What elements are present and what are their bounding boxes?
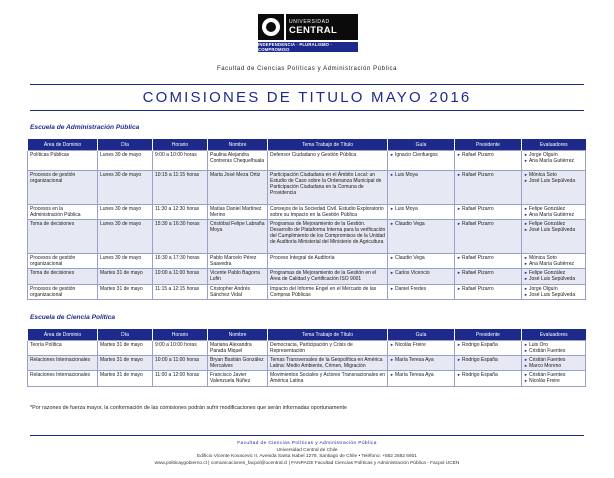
cell-text: María Teresa Aya: [394, 372, 434, 379]
footer-faculty: Facultad de Ciencias Políticas y Administración Pública: [237, 441, 377, 446]
cell-presidente: [455, 254, 522, 269]
arrow-bullet-icon: ►: [457, 270, 461, 276]
arrow-bullet-icon: ►: [457, 172, 461, 177]
cell-presidente: [455, 341, 522, 356]
cell-guia: [388, 254, 455, 269]
evaluator-name: Cristián Fuentes: [528, 357, 566, 364]
column-header: Presidente: [455, 139, 522, 151]
cell-horario: 11:30 a 12:30 horas: [153, 205, 208, 220]
cell-area: Procesos de gestión organizacional: [28, 254, 98, 269]
cell-area: Relaciones Internacionales: [28, 356, 98, 371]
arrow-bullet-icon: ►: [390, 152, 394, 157]
column-header: Guía: [388, 329, 455, 341]
cell-guia: [388, 284, 455, 299]
cell-nombre: Marta José Meza Ortiz: [208, 171, 268, 205]
cell-horario: 10:15 a 11:15 horas: [153, 171, 208, 205]
cell-nombre: Bryan Bastián González Mercalves: [208, 356, 268, 371]
cell-tema: Programas de Mejoramiento de la Gestión. Desarrollo de Plataforma Interna para la verificación del Cumplimiento de los Compromisos de la Unidad de Auditoría Ministerial del Ministerio de Agricultura: [268, 220, 388, 254]
cell-dia: Lunes 30 de mayo: [98, 171, 153, 205]
table-row: [28, 341, 586, 356]
table-row: [28, 371, 586, 386]
column-header: Área de Dominio: [28, 329, 98, 341]
university-logo: [258, 14, 358, 54]
cell-guia: [388, 220, 455, 254]
arrow-bullet-icon: ►: [524, 178, 528, 184]
arrow-bullet-icon: ►: [524, 342, 528, 347]
cell-evaluadores: [522, 341, 586, 356]
cell-presidente: [455, 356, 522, 371]
evaluator-name: Cristián Fuentes: [528, 348, 566, 355]
cell-guia: [388, 171, 455, 205]
cell-text: María Teresa Aya: [394, 357, 434, 364]
arrow-bullet-icon: ►: [457, 342, 461, 347]
evaluator-name: José Luis Sepúlveda: [528, 227, 576, 234]
cell-area: Procesos de gestión organizacional: [28, 171, 98, 205]
cell-text: Luis Moya: [394, 172, 418, 178]
cell-nombre: Vicente Pablo Bagorra Lufin: [208, 269, 268, 284]
arrow-bullet-icon: ►: [390, 285, 394, 291]
cell-presidente: [455, 269, 522, 284]
cell-horario: 11:15 a 12:15 horas: [153, 284, 208, 299]
cell-dia: Martes 31 de mayo: [98, 341, 153, 356]
cell-dia: Lunes 30 de mayo: [98, 205, 153, 220]
page-title: COMISIONES DE TITULO MAYO 2016: [142, 89, 472, 106]
header-row: [28, 329, 586, 341]
footer-address: Edificio Vicente Kovacevic II, Avenida Santa Isabel 1278, Santiago de Chile • Teléfono: +562 2582 6601: [197, 454, 417, 459]
cell-evaluadores: [522, 205, 586, 220]
arrow-bullet-icon: ►: [524, 172, 528, 177]
cell-text: Rafael Pizarro: [461, 152, 494, 158]
column-header: Día: [98, 139, 153, 151]
arrow-bullet-icon: ►: [524, 357, 528, 363]
cell-tema: Proceso Integral de Auditoría: [268, 254, 388, 269]
cell-horario: 11:00 a 12:00 horas: [153, 371, 208, 386]
title-rule-top: [30, 84, 584, 85]
cell-dia: Martes 31 de mayo: [98, 371, 153, 386]
column-header: Guía: [388, 139, 455, 151]
admin-committees-table: [27, 139, 586, 300]
column-header: Horario: [153, 329, 208, 341]
cell-evaluadores: [522, 220, 586, 254]
arrow-bullet-icon: ►: [524, 212, 528, 218]
arrow-bullet-icon: ►: [390, 255, 394, 261]
table-row: [28, 171, 586, 205]
cell-presidente: [455, 151, 522, 171]
column-header: Día: [98, 329, 153, 341]
logo-name: CENTRAL: [289, 24, 338, 36]
evaluator-name: Marco Moreno: [528, 363, 562, 370]
cell-area: Relaciones Internacionales: [28, 371, 98, 386]
table-row: [28, 220, 586, 254]
evaluator-name: José Luis Sepúlveda: [528, 276, 576, 283]
cell-tema: Participación Ciudadana en el Ámbito Local: un Estudio de Caso sobre la Ordenanza Municipal de Participación Ciudadana en la Comuna de Providencia: [268, 171, 388, 205]
cell-tema: Impacto del Informe Engel en el Mercado de las Compras Públicas: [268, 284, 388, 299]
cell-text: Daniel Fredes: [394, 285, 427, 292]
arrow-bullet-icon: ►: [524, 206, 528, 211]
table-row: [28, 151, 586, 171]
cell-area: Toma de decisiones: [28, 269, 98, 284]
faculty-name: Facultad de Ciencias Políticas y Administración Pública: [216, 66, 398, 72]
cell-text: Carlos Vicencio: [394, 270, 430, 277]
ciencia-committees-table: [27, 329, 586, 387]
column-header: Área de Dominio: [28, 139, 98, 151]
evaluator-name: Ana María Gutiérrez: [528, 261, 574, 268]
table-row: [28, 205, 586, 220]
arrow-bullet-icon: ►: [390, 270, 394, 276]
cell-text: Rafael Pizarro: [461, 270, 494, 277]
cell-tema: Consejos de la Sociedad Civil. Estudio Exploratorio sobre su Impacto en la Gestión Pública: [268, 205, 388, 220]
logo-university: UNIVERSIDAD: [289, 18, 330, 25]
cell-text: Rodrigo España: [461, 342, 498, 348]
arrow-bullet-icon: ►: [524, 285, 528, 291]
cell-guia: [388, 371, 455, 386]
disclaimer-note: *Por razones de fuerza mayor, la conformación de las comisiones podrán sufrir modificaciones que serán informadas oportunamente: [30, 405, 348, 411]
cell-nombre: Matías Daniel Martínez Merino: [208, 205, 268, 220]
cell-text: Luis Moya: [394, 206, 418, 212]
arrow-bullet-icon: ►: [524, 276, 528, 282]
arrow-bullet-icon: ►: [524, 221, 528, 227]
cell-tema: Democracia, Participación y Crisis de Representación: [268, 341, 388, 356]
arrow-bullet-icon: ►: [390, 372, 394, 378]
evaluator-name: Jorge Olguín: [528, 285, 558, 292]
cell-dia: Martes 31 de mayo: [98, 284, 153, 299]
arrow-bullet-icon: ►: [524, 348, 528, 354]
arrow-bullet-icon: ►: [390, 206, 394, 211]
cell-guia: [388, 151, 455, 171]
cell-dia: Martes 31 de mayo: [98, 269, 153, 284]
cell-guia: [388, 205, 455, 220]
column-header: Tema Trabajo de Título: [268, 329, 388, 341]
cell-presidente: [455, 371, 522, 386]
cell-horario: 10:00 a 11:00 horas: [153, 356, 208, 371]
evaluator-name: Felipe González: [528, 221, 566, 228]
column-header: Nombre: [208, 329, 268, 341]
arrow-bullet-icon: ►: [524, 261, 528, 267]
footer-rule: [30, 435, 584, 436]
evaluator-name: Ana María Gutiérrez: [528, 212, 574, 219]
arrow-bullet-icon: ►: [524, 372, 528, 378]
cell-horario: 10:00 a 11:00 horas: [153, 269, 208, 284]
cell-tema: Defensor Ciudadano y Gestión Pública: [268, 151, 388, 171]
cell-text: Rafael Pizarro: [461, 221, 494, 228]
cell-evaluadores: [522, 284, 586, 299]
column-header: Evaluadores: [522, 139, 586, 151]
table-row: [28, 356, 586, 371]
cell-text: Rafael Pizarro: [461, 206, 494, 212]
cell-evaluadores: [522, 269, 586, 284]
arrow-bullet-icon: ►: [524, 227, 528, 233]
logo-motto: INDEPENDENCIA · PLURALISMO · COMPROMISO: [258, 42, 358, 52]
arrow-bullet-icon: ►: [524, 378, 528, 384]
cell-evaluadores: [522, 151, 586, 171]
footer-university: Universidad Central de Chile: [276, 447, 338, 453]
cell-nombre: Pablo Marcelo Pérez Saavedra: [208, 254, 268, 269]
title-rule-bottom: [30, 110, 584, 111]
cell-horario: 15:30 a 16:30 horas: [153, 220, 208, 254]
arrow-bullet-icon: ►: [457, 372, 461, 378]
evaluator-name: Nicolás Freire: [528, 378, 560, 385]
cell-text: Ignacio Cienfuegos: [394, 152, 438, 158]
cell-text: Rafael Pizarro: [461, 172, 494, 178]
evaluator-name: Cristián Fuentes: [528, 372, 566, 379]
cell-text: Claudio Vega: [394, 221, 425, 228]
cell-text: Rodrigo España: [461, 372, 498, 379]
cell-tema: Movimientos Sociales y Actores Transnacionales en América Latina: [268, 371, 388, 386]
column-header: Nombre: [208, 139, 268, 151]
cell-nombre: Mariana Alexandra Parada Miquel: [208, 341, 268, 356]
cell-tema: Programas de Mejoramiento de la Gestión en el Área de Calidad y Certificación ISO 9001: [268, 269, 388, 284]
university-emblem-icon: [258, 14, 284, 40]
evaluator-name: José Luis Sepúlveda: [528, 291, 576, 298]
cell-text: Rodrigo España: [461, 357, 498, 364]
column-header: Horario: [153, 139, 208, 151]
evaluator-name: Luis Oro: [528, 342, 548, 348]
arrow-bullet-icon: ►: [457, 357, 461, 363]
table-row: [28, 269, 586, 284]
evaluator-name: Mónica Soto: [528, 255, 557, 262]
cell-tema: Temas Transversales de la Geopolítica en América Latina: Medio Ambiente, Crimen, Migración: [268, 356, 388, 371]
column-header: Presidente: [455, 329, 522, 341]
cell-area: Procesos de gestión organizacional: [28, 284, 98, 299]
footer-contact: www.politicaygobierno.cl | comunicaciones_facpol@ucentral.cl | FANPAGE Facultad Ciencias Políticas y Administración Pública - Facpol UCEN: [154, 460, 460, 466]
evaluator-name: Mónica Soto: [528, 172, 557, 178]
cell-dia: Lunes 30 de mayo: [98, 151, 153, 171]
cell-presidente: [455, 205, 522, 220]
arrow-bullet-icon: ►: [457, 152, 461, 157]
arrow-bullet-icon: ►: [524, 363, 528, 369]
cell-text: Nicolás Freire: [394, 342, 426, 348]
header-row: [28, 139, 586, 151]
cell-dia: Lunes 30 de mayo: [98, 254, 153, 269]
arrow-bullet-icon: ►: [524, 291, 528, 297]
evaluator-name: Felipe González: [528, 206, 566, 212]
arrow-bullet-icon: ►: [457, 206, 461, 211]
arrow-bullet-icon: ►: [390, 357, 394, 363]
arrow-bullet-icon: ►: [524, 152, 528, 157]
table-row: [28, 254, 586, 269]
evaluator-name: José Luis Sepúlveda: [528, 178, 576, 185]
section-title-ciencia: Escuela de Ciencia Política: [30, 314, 116, 321]
column-header: Tema Trabajo de Título: [268, 139, 388, 151]
cell-area: Políticas Públicas: [28, 151, 98, 171]
evaluator-name: Ana María Gutiérrez: [528, 158, 574, 165]
cell-evaluadores: [522, 171, 586, 205]
cell-text: Claudio Vega: [394, 255, 425, 262]
cell-presidente: [455, 284, 522, 299]
cell-horario: 9:00 a 10:00 horas: [153, 151, 208, 171]
cell-area: Toma de decisiones: [28, 220, 98, 254]
cell-dia: Lunes 30 de mayo: [98, 220, 153, 254]
cell-evaluadores: [522, 356, 586, 371]
cell-dia: Martes 31 de mayo: [98, 356, 153, 371]
cell-area: Teoría Política: [28, 341, 98, 356]
cell-horario: 16:30 a 17:30 horas: [153, 254, 208, 269]
column-header: Evaluadores: [522, 329, 586, 341]
cell-nombre: Cristopher Andrés Sánchez Vidal: [208, 284, 268, 299]
arrow-bullet-icon: ►: [390, 172, 394, 177]
arrow-bullet-icon: ►: [457, 285, 461, 291]
arrow-bullet-icon: ►: [457, 255, 461, 261]
cell-guia: [388, 356, 455, 371]
arrow-bullet-icon: ►: [524, 158, 528, 164]
table-row: [28, 284, 586, 299]
cell-presidente: [455, 220, 522, 254]
arrow-bullet-icon: ►: [457, 221, 461, 227]
arrow-bullet-icon: ►: [390, 342, 394, 347]
cell-horario: 9:00 a 10:00 horas: [153, 341, 208, 356]
cell-text: Rafael Pizarro: [461, 285, 494, 292]
arrow-bullet-icon: ►: [524, 255, 528, 261]
section-title-admin: Escuela de Administración Pública: [30, 124, 140, 131]
cell-nombre: Paulina Alejandra Contreras Chequelhuala: [208, 151, 268, 171]
evaluator-name: Jorge Olguín: [528, 152, 558, 158]
cell-presidente: [455, 171, 522, 205]
arrow-bullet-icon: ►: [524, 270, 528, 276]
cell-evaluadores: [522, 254, 586, 269]
cell-guia: [388, 341, 455, 356]
arrow-bullet-icon: ►: [390, 221, 394, 227]
cell-text: Rafael Pizarro: [461, 255, 494, 262]
cell-area: Procesos en la Administración Pública: [28, 205, 98, 220]
cell-nombre: Francisco Javier Valenzuela Núñez: [208, 371, 268, 386]
evaluator-name: Felipe González: [528, 270, 566, 277]
cell-evaluadores: [522, 371, 586, 386]
footer: [0, 441, 614, 467]
cell-nombre: Cristóbal Felipe Labraña Moya: [208, 220, 268, 254]
cell-guia: [388, 269, 455, 284]
